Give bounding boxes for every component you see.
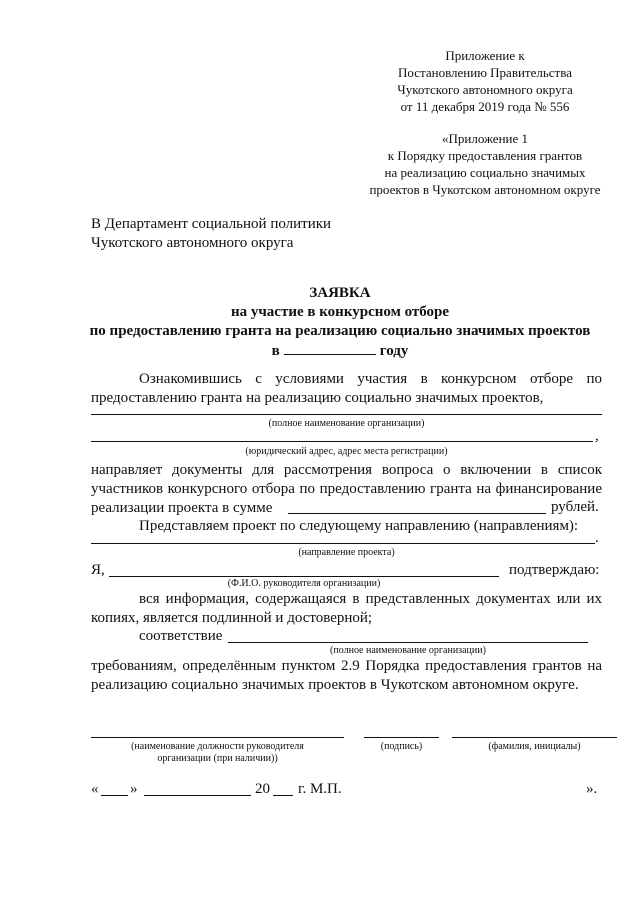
date-close-quote: »	[130, 781, 138, 797]
title-line: по предоставлению гранта на реализацию социально значимых проектов	[89, 323, 591, 339]
appendix-line: на реализацию социально значимых	[384, 165, 586, 180]
confirm-label: подтверждаю:	[509, 562, 600, 578]
req-line-2: реализацию социально значимых проектов в Чукотском автономном округе.	[91, 677, 579, 693]
sum-prefix: реализации проекта в сумме	[91, 500, 273, 516]
document-title	[60, 284, 620, 361]
name-initials-field[interactable]	[452, 737, 617, 738]
day-field[interactable]	[101, 795, 128, 796]
caption-position	[91, 741, 344, 765]
appendix-line: «Приложение 1	[441, 131, 529, 146]
year-field[interactable]	[273, 795, 293, 796]
appendix-line: к Порядку предоставления грантов	[387, 148, 583, 163]
title-heading: ЗАЯВКА	[309, 285, 371, 301]
direction-line: Представляем проект по следующему направлению (направлениям):	[139, 518, 579, 534]
addressee-line: Чукотского автономного округа	[91, 235, 294, 251]
addressee	[91, 215, 331, 253]
appendix-line: проектов в Чукотском автономном округе	[369, 182, 601, 197]
intro-line-2: предоставлению гранта на реализацию социально значимых проектов,	[91, 390, 544, 406]
caption-position-line: организации (при наличии))	[157, 753, 278, 764]
appendix-line: Чукотского автономного округа	[397, 82, 573, 97]
caption-fio: (Ф.И.О. руководителя организации)	[227, 578, 381, 589]
req-line-1: требованиям, определённым пунктом 2.9 Порядка предоставления грантов на	[91, 658, 602, 674]
info-line-1: вся информация, содержащаяся в представленных документах или их	[139, 591, 602, 607]
caption-direction: (направление проекта)	[298, 547, 395, 558]
conformity-label: соответствие	[139, 628, 223, 644]
appendix-line: Постановлению Правительства	[398, 65, 572, 80]
title-year-line	[60, 341, 620, 361]
appendix-header-2	[0, 130, 640, 198]
caption-org-name: (полное наименование организации)	[268, 418, 425, 429]
address-field[interactable]	[91, 441, 593, 442]
sends-line-1: направляет документы для рассмотрения вопроса о включении в список	[91, 462, 602, 478]
ya-label: Я,	[91, 562, 105, 578]
caption-signature: (подпись)	[380, 741, 423, 752]
year-prefix: в	[271, 343, 280, 359]
title-line: на участие в конкурсном отборе	[230, 304, 450, 320]
direction-field[interactable]	[91, 543, 595, 544]
sum-suffix: рублей.	[551, 499, 599, 515]
info-line-2: копиях, является подлинной и достоверной;	[91, 610, 373, 626]
caption-position-line: (наименование должности руководителя	[131, 741, 304, 752]
signature-field[interactable]	[364, 737, 439, 738]
closing-quote: ».	[586, 781, 598, 797]
fio-field[interactable]	[109, 576, 499, 577]
intro-line-1: Ознакомившись с условиями участия в конкурсном отборе по	[139, 371, 602, 387]
appendix-header	[0, 47, 640, 115]
date-open-quote: «	[91, 781, 99, 797]
sends-line-3	[91, 499, 602, 518]
date-suffix: г. М.П.	[298, 781, 342, 797]
comma: ,	[595, 428, 599, 444]
month-field[interactable]	[144, 795, 251, 796]
addressee-line: В Департамент социальной политики	[91, 216, 332, 232]
appendix-line: от 11 декабря 2019 года № 556	[400, 99, 570, 114]
sum-field[interactable]	[288, 513, 546, 514]
caption-address: (юридический адрес, адрес места регистрации)	[245, 446, 448, 457]
year-century: 20	[255, 781, 270, 797]
period: .	[595, 530, 599, 546]
org-name-field[interactable]	[91, 414, 602, 415]
position-field[interactable]	[91, 737, 344, 738]
year-suffix: году	[379, 343, 409, 359]
year-blank[interactable]	[284, 341, 376, 355]
caption-org-name-2: (полное наименование организации)	[330, 645, 486, 656]
org-name-field-2[interactable]	[228, 642, 588, 643]
appendix-line: Приложение к	[445, 48, 525, 63]
caption-name-initials: (фамилия, инициалы)	[488, 741, 581, 752]
sends-line-2: участников конкурсного отбора по предоставлению гранта на финансирование	[91, 481, 602, 497]
